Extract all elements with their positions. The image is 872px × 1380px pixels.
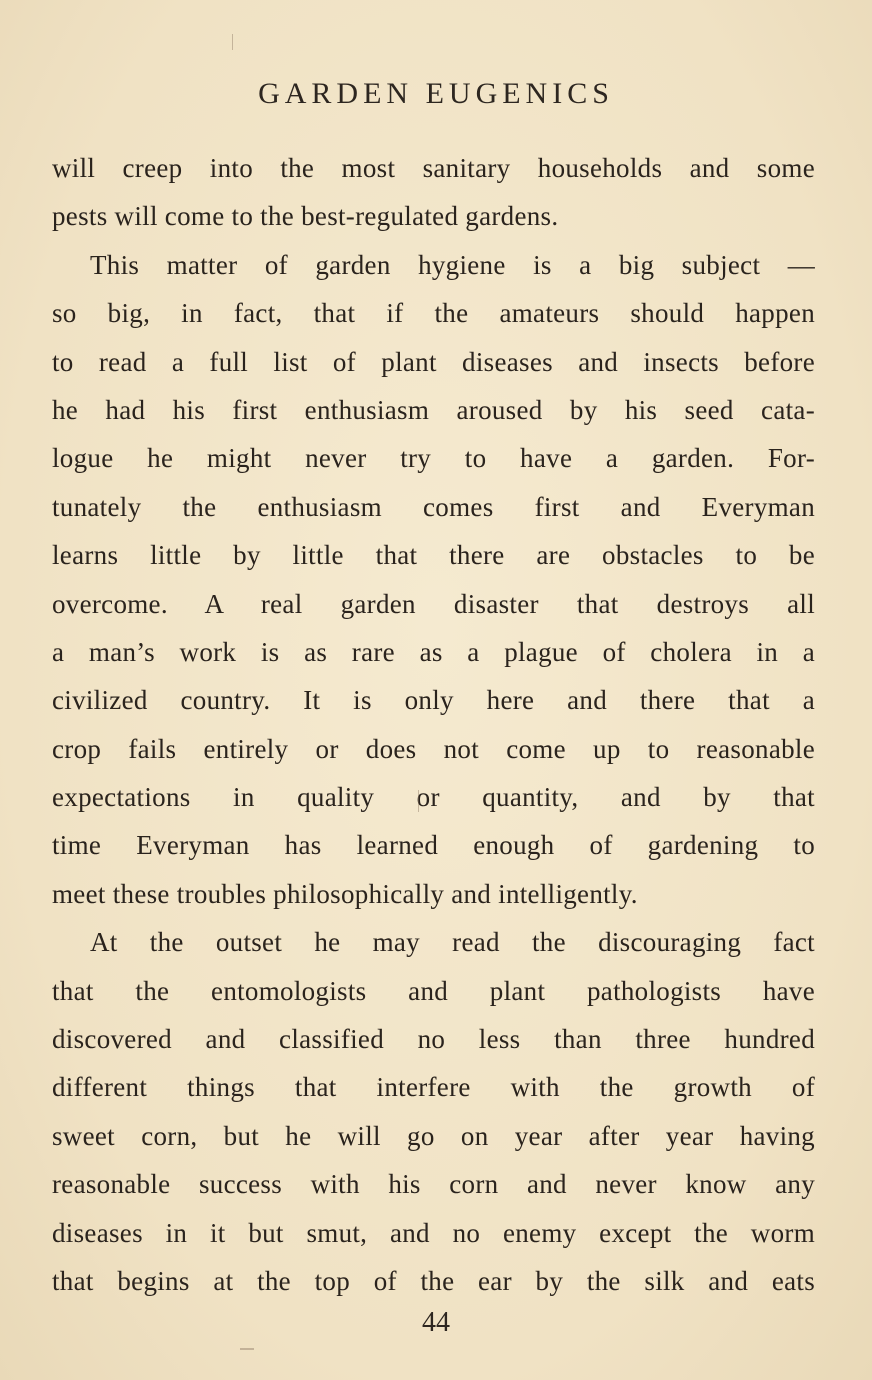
text-line: pests will come to the best-regulated gardens. [52, 201, 559, 232]
text-line: overcome. A real garden disaster that destroys all [52, 588, 815, 619]
paper-speck [418, 790, 419, 812]
text-line: civilized country. It is only here and there that a [52, 685, 815, 716]
running-head: GARDEN EUGENICS [258, 77, 614, 110]
text-line: that the entomologists and plant pathologists have [52, 975, 815, 1006]
text-line: will creep into the most sanitary households and some [52, 153, 815, 183]
text-line: logue he might never try to have a garden. For- [52, 443, 815, 474]
text-line: expectations in quality or quantity, and by that [52, 782, 815, 813]
body-text [52, 144, 815, 1305]
text-line: This matter of garden hygiene is a big subject — [90, 249, 815, 280]
text-line: that begins at the top of the ear by the silk and eats [52, 1265, 815, 1296]
text-line: he had his first enthusiasm aroused by his seed cata- [52, 394, 815, 425]
text-line: crop fails entirely or does not come up to reasonable [52, 733, 815, 764]
text-line: meet these troubles philosophically and intelligently. [52, 878, 638, 909]
text-line: At the outset he may read the discouraging fact [90, 927, 815, 958]
text-line: sweet corn, but he will go on year after year having [52, 1120, 815, 1151]
text-line: to read a full list of plant diseases and insects before [52, 346, 815, 377]
text-line: so big, in fact, that if the amateurs should happen [52, 298, 815, 329]
page-number: 44 [422, 1307, 450, 1338]
text-line: reasonable success with his corn and never know any [52, 1169, 815, 1200]
text-line: diseases in it but smut, and no enemy except the worm [52, 1217, 815, 1248]
text-line: discovered and classified no less than three hundred [52, 1024, 815, 1055]
paper-speck [232, 34, 233, 50]
paper-speck [240, 1348, 254, 1350]
text-line: a man’s work is as rare as a plague of cholera in a [52, 636, 815, 667]
text-line: learns little by little that there are obstacles to be [52, 540, 815, 571]
text-line: time Everyman has learned enough of gardening to [52, 830, 815, 861]
text-line: tunately the enthusiasm comes first and Everyman [52, 491, 815, 522]
text-line: different things that interfere with the growth of [52, 1072, 815, 1103]
